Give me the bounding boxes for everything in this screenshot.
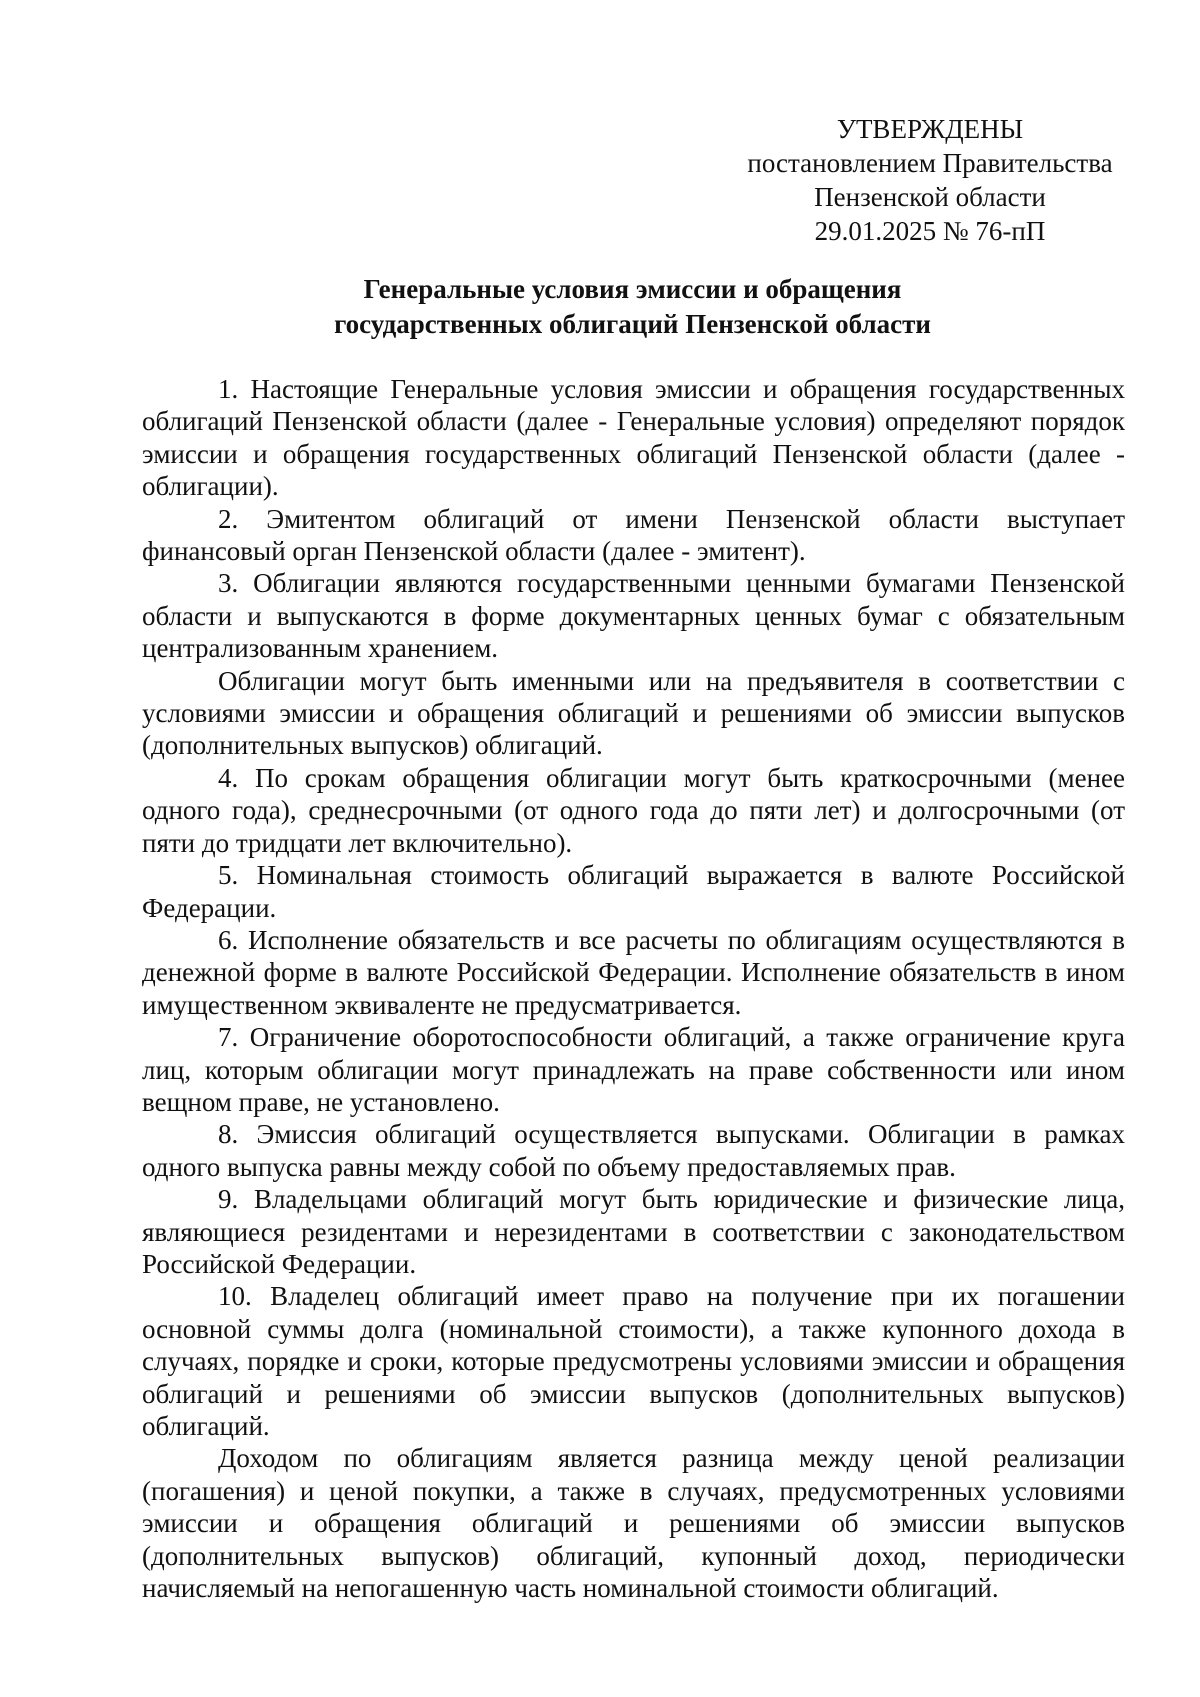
document-body — [142, 373, 1125, 1604]
paragraph-4: 4. По срокам обращения облигации могут быть краткосрочными (менее одного года), среднесрочными (от одного года до пяти лет) и долгосрочными (от пяти до тридцати лет включительно). — [142, 762, 1125, 858]
title-line-1: Генеральные условия эмиссии и обращения — [363, 274, 902, 304]
approval-region: Пензенской области — [814, 182, 1046, 212]
approval-stamp — [730, 112, 1130, 248]
paragraph-2: 2. Эмитентом облигаций от имени Пензенской области выступает финансовый орган Пензенской области (далее - эмитент). — [142, 503, 1125, 567]
paragraph-6: 6. Исполнение обязательств и все расчеты по облигациям осуществляются в денежной форме в валюте Российской Федерации. Исполнение обязательств в ином имущественном эквиваленте не предусматривается. — [142, 924, 1125, 1020]
document-title — [140, 272, 1125, 342]
paragraph-3-continued: Облигации могут быть именными или на предъявителя в соответствии с условиями эмиссии и обращения облигаций и решениями об эмиссии выпусков (дополнительных выпусков) облигаций. — [142, 665, 1125, 761]
approval-authority: постановлением Правительства — [747, 148, 1113, 178]
paragraph-3: 3. Облигации являются государственными ценными бумагами Пензенской области и выпускаются в форме документарных ценных бумаг с обязательным централизованным хранением. — [142, 568, 1125, 664]
paragraph-5: 5. Номинальная стоимость облигаций выражается в валюте Российской Федерации. — [142, 860, 1125, 923]
approval-date-number: 29.01.2025 № 76-пП — [814, 216, 1046, 246]
paragraph-7: 7. Ограничение оборотоспособности облигаций, а также ограничение круга лиц, которым облигации могут принадлежать на праве собственности или ином вещном праве, не установлено. — [142, 1022, 1125, 1117]
approval-heading: УТВЕРЖДЕНЫ — [836, 114, 1024, 144]
paragraph-10: 10. Владелец облигаций имеет право на получение при их погашении основной суммы долга (номинальной стоимости), а также купонного дохода в случаях, порядке и сроки, которые предусмотрены условиями эмиссии и обращения облигаций и решениями об эмиссии выпусков (дополнительных выпусков) облигаций. — [142, 1281, 1125, 1441]
paragraph-1: 1. Настоящие Генеральные условия эмиссии и обращения государственных облигаций Пензенской области (далее - Генеральные условия) определяют порядок эмиссии и обращения государственных облигаций Пензенской области (далее - облигации). — [142, 374, 1125, 502]
paragraph-10-continued: Доходом по облигациям является разница между ценой реализации (погашения) и ценой покупки, а также в случаях, предусмотренных условиями эмиссии и обращения облигаций и решениями об эмиссии выпусков (дополнительных выпусков) облигаций, купонный доход, периодически начисляемый на непогашенную часть номинальной стоимости облигаций. — [142, 1443, 1125, 1604]
title-line-2: государственных облигаций Пензенской области — [334, 309, 931, 339]
paragraph-8: 8. Эмиссия облигаций осуществляется выпусками. Облигации в рамках одного выпуска равны между собой по объему предоставляемых прав. — [142, 1119, 1125, 1182]
paragraph-9: 9. Владельцами облигаций могут быть юридические и физические лица, являющиеся резидентами и нерезидентами в соответствии с законодательством Российской Федерации. — [142, 1184, 1125, 1279]
